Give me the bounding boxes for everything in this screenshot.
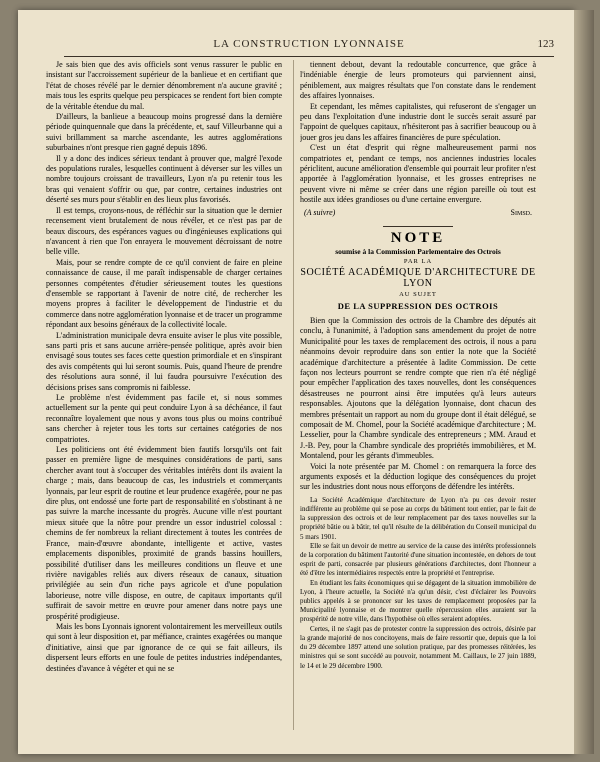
paragraph: La Société Académique d'architecture de Lyon n'a pu ces devoir rester indifférente au problème qui se pose au corps du bâtiment tout entier, par le fait de la suppression des octrois et de leur remplacement par des taxes nouvelles sur la propriété bâtie ou à bâtir, tel qu'il résulte de la délibération du Conseil municipal du 5 mars 1901.: [300, 495, 536, 541]
paragraph: Et cependant, les mêmes capitalistes, qui refuseront de s'engager un peu dans l'exploitation d'une industrie dont le succès serait assuré par l'appoint de quelques capitaux, n'hésiteront pas à sacrifier beaucoup ou à jouer gros jeu dans les affaires financières de pure spéculation.: [300, 101, 536, 142]
running-header: [64, 38, 554, 57]
paragraph: Les politiciens ont été évidemment bien fautifs lorsqu'ils ont fait passer en première ligne de mesquines considérations de parti, sans chercher avant tout à s'occuper des véritables intérêts dont ils avaient la charge ; mais, dans beaucoup de cas, les industriels et commerçants lyonnais, par leur esprit de routine et leur prudence exagérée, pour ne pas dire plus, ont endossé une forte part de responsabilité en s'obstinant à ne pas suivre la marche incessante du progrès. Aucune ville n'est pourtant mieux située que la nôtre pour prendre un essor industriel colossal : chemins de fer nombreux la reliant directement à toutes les contrées de France, main-d'œuvre abondante, intelligente et active, vastes emplacements disponibles, proximité de grands bassins houillers, possibilité d'utiliser dans les meilleures conditions un fleuve et une rivière navigables reliés aux divers réseaux de canaux, situation privilégiée au sein d'un riche pays agricole et d'une population laborieuse, notre ville dispose, en outre, de capitaux importants qu'il suffirait de savoir mettre en œuvre pour amener dans notre pays une prospérité prodigieuse.: [46, 445, 282, 621]
journal-title: LA CONSTRUCTION LYONNAISE: [213, 38, 405, 50]
left-column: [46, 60, 282, 730]
section-separator: [383, 226, 453, 227]
note-heading: DE LA SUPPRESSION DES OCTROIS: [337, 300, 499, 311]
column-divider: [293, 60, 294, 730]
quoted-note-text: [300, 496, 536, 671]
note-society: SOCIÉTÉ ACADÉMIQUE D'ARCHITECTURE DE LYON: [300, 267, 536, 289]
paragraph: Elle se fait un devoir de mettre au service de la cause des intérêts professionnels de la corporation du bâtiment l'autorité d'une situation incontestée, en dehors de tout esprit de parti, consacrée par plusieurs générations d'architectes, dont l'honneur a été d'être les intermédiaires respectés entre la propriété et l'entreprise.: [300, 541, 536, 578]
paragraph: Bien que la Commission des octrois de la Chambre des députés ait conclu, à l'unanimité, à l'adoption sans amendement du projet de notre Municipalité pour les taxes de remplacement des octrois, il nous a paru néanmoins devoir reproduire dans son entier la note que la Société académique d'architecture a présentée à ladite Commission. De cette façon nos lecteurs pourront se rendre compte que rien n'a été négligé pour empêcher l'application des taxes nouvelles, dont les conséquences désastreuses ne pourront ainsi être imputées qu'à leurs auteurs responsables. Ajoutons que la délégation lyonnaise, dont chacun des membres présentait un rapport au nom du groupe dont il était délégué, se composait de M. Chomel, pour la Société académique d'architecture ; M. Lesselier, pour la Chambre syndicale des entrepreneurs ; MM. Araud et J.-B. Pey, pour la Chambre syndicale des propriétés immobilières, et M. Montalend, pour les gérants d'immeubles.: [300, 315, 536, 461]
note-subtitle: soumise à la Commission Parlementaire des Octrois: [335, 246, 501, 256]
page-number: 123: [537, 38, 554, 50]
right-column: [300, 60, 536, 730]
paragraph: tiennent debout, devant la redoutable concurrence, que grâce à l'indéniable énergie de leurs promoteurs qui parviennent ainsi, péniblement, aux maigres résultats que l'on constate dans le rendement des affaires lyonnaises.: [300, 60, 536, 101]
author-signature: Simsd.: [510, 207, 532, 217]
paragraph: Certes, il ne s'agit pas de protester contre la suppression des octrois, désirée par la grande majorité de nos concitoyens, mais de faire ressortir que, depuis que la loi du 29 décembre 1897 attend une solution pratique, par des promesses réitérées, les ministres qui se sont succédé au pouvoir, notamment M. Caillaux, le 27 juin 1889, le 14 et le 29 décembre 1900.: [300, 624, 536, 670]
note-title: NOTE: [390, 230, 446, 247]
page-binding-edge: [574, 10, 594, 754]
paragraph: C'est un état d'esprit qui règne malheureusement parmi nos compatriotes et, pendant ce temps, nos anciennes industries locales périclitent, aucune amélioration d'ensemble qui pourrait leur profiter n'est apportée à l'agglomération lyonnaise, et les grosses entreprises ne peuvent vivre ni même se créer dans une région pareille où tout est hostile aux idées grandioses ou d'une certaine envergure.: [300, 143, 536, 205]
article-signature: [300, 208, 536, 218]
paragraph: Il y a donc des indices sérieux tendant à prouver que, malgré l'exode des populations rurales, lesquelles continuent à déverser sur les villes un nombre toujours croissant de travailleurs, Lyon n'a pu retenir tous les bras qui venaient s'offrir ou que, par contre, certaines industries ont déserté ses murs pour s'établir en des lieux plus favorisés.: [46, 153, 282, 205]
paragraph: Voici la note présentée par M. Chomel : on remarquera la force des arguments exposés et la déduction logique des conséquences du projet sur les industries dont nous nous efforçons de défendre les intérêts.: [300, 461, 536, 492]
paragraph: D'ailleurs, la banlieue a beaucoup moins progressé dans la dernière période quinquennale que dans la précédente, et, sauf Villeurbanne qui a suivi brillamment sa marche ascendante, les autres agglomérations suburbaines n'ont presque rien gagné depuis 1896.: [46, 112, 282, 153]
paragraph: Je sais bien que des avis officiels sont venus rassurer le public en insistant sur l'accroissement supérieur de la banlieue et en certifiant que l'état de choses révélé par le dernier dénombrement n'a aucune gravité ; mais tous les esprits quelque peu perspicaces se rendent fort bien compte de la véritable étendue du mal.: [46, 60, 282, 111]
continuation-mark: (A suivre): [304, 207, 336, 217]
paragraph: Mais, pour se rendre compte de ce qu'il convient de faire en pleine connaissance de cause, il me paraît indispensable de charger certaines personnes compétentes d'étudier sérieusement toutes les questions d'ensemble se rapportant à l'avenir de notre cité, de rechercher les moyens propres à faciliter le développement de l'industrie et du commerce dans notre agglomération lyonnaise et de tracer un programme répondant aux besoins généraux de la collectivité locale.: [46, 257, 282, 330]
paragraph: L'administration municipale devra ensuite aviser le plus vite possible, sans parti pris et sans aucune arrière-pensée politique, après avoir bien envisagé sous toutes ses faces cette question primordiale et en s'inspirant des avis compétents qui lui seront soumis. Puis, quand l'heure de prendre des résolutions aura sonné, il lui faudra poursuivre l'exécution des décisions prises sans compromis ni faiblesse.: [46, 330, 282, 392]
paragraph: Il est temps, croyons-nous, de réfléchir sur la situation que le dernier recensement vient brutalement de nous révéler, et ce n'est pas par de beaux discours, des espérances vagues ou d'ingénieuses explications qui n'avancent à rien que l'on enrayera le mouvement décroissant de notre belle ville.: [46, 205, 282, 257]
note-about: AU SUJET: [399, 291, 437, 299]
paragraph: Mais les bons Lyonnais ignorent volontairement les merveilleux outils qui sont à leur disposition et, par méfiance, craintes exagérées ou manque d'initiative, ainsi que par ignorance de ce qui se fait ailleurs, ils dispersent leurs efforts en une foule de petites industries indépendantes, destinées d'avance à végéter et qui ne se: [46, 621, 282, 673]
paragraph: En étudiant les faits économiques qui se dégagent de la situation immobilière de Lyon, à l'heure actuelle, la Société n'a qu'un désir, c'est d'éclairer les Pouvoirs publics appelés à se prononcer sur les taxes de remplacement proposées par la Municipalité lyonnaise et de montrer quelle répercussion elles auraient sur la prospérité de notre ville, dans l'hypothèse où elles seraient adoptées.: [300, 578, 536, 624]
note-by: PAR LA: [403, 257, 433, 265]
paragraph: Le problème n'est évidemment pas facile et, si nous sommes actuellement sur la pente qui peut conduire Lyon à sa déchéance, il faut reconnaître loyalement que nous y avons tous plus ou moins contribué sans chercher à rejeter tous les torts sur certaines catégories de nos compatriotes.: [46, 393, 282, 444]
